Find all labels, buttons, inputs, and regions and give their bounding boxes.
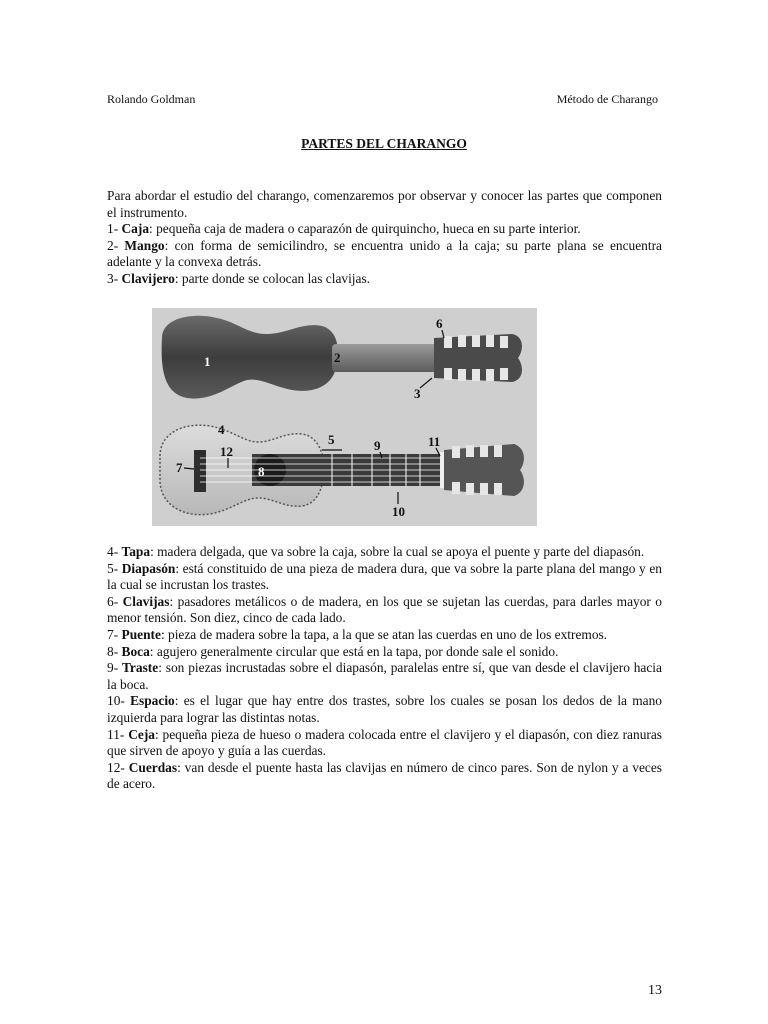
part-description: : está constituido de una pieza de madera dura, que va sobre la parte plana del mango y en la cual se incrustan los trastes. xyxy=(107,560,662,593)
callout-9: 9 xyxy=(374,438,381,453)
part-item xyxy=(107,727,662,760)
part-number: 4- xyxy=(107,544,119,559)
callout-5: 5 xyxy=(328,432,335,447)
part-number: 8- xyxy=(107,643,119,659)
part-item xyxy=(107,544,662,561)
part-item xyxy=(107,627,662,644)
page-number: 13 xyxy=(648,983,662,998)
part-description: : son piezas incrustadas sobre el diapasón, paralelas entre sí, que van desde el clavijero hacia la boca. xyxy=(107,660,662,692)
part-description: : parte donde se colocan las clavijas. xyxy=(174,270,371,286)
part-item xyxy=(107,221,662,238)
part-description: : con forma de semicilindro, se encuentra unido a la caja; su parte plana se encuentra adelante y la convexa detrás. xyxy=(107,237,662,270)
callout-10: 10 xyxy=(392,504,405,519)
part-item xyxy=(107,644,662,661)
callout-2: 2 xyxy=(334,350,341,365)
part-term: Diapasón xyxy=(121,560,176,576)
callout-12: 12 xyxy=(220,444,233,459)
part-term: Cuerdas xyxy=(128,759,178,775)
part-number: 1- xyxy=(107,221,119,237)
part-description: : pequeña pieza de hueso o madera colocada entre el clavijero y el diapasón, con diez ranuras que sirven de apoyo y guía a las cuerdas. xyxy=(107,726,663,759)
part-description: : pieza de madera sobre la tapa, a la que se atan las cuerdas en uno de los extremos. xyxy=(160,626,608,642)
part-description: : pequeña caja de madera o caparazón de quirquincho, hueca en su parte interior. xyxy=(149,221,581,237)
header-book-title: Método de Charango xyxy=(556,92,658,106)
intro-paragraph: Para abordar el estudio del charango, comenzaremos por observar y conocer las partes que componen el instrumento. xyxy=(107,188,662,220)
part-term: Clavijas xyxy=(122,593,170,609)
callout-6: 6 xyxy=(436,316,443,331)
bridge xyxy=(194,450,206,492)
part-item xyxy=(107,271,662,288)
part-term: Ceja xyxy=(128,726,155,742)
part-term: Clavijero xyxy=(121,270,175,286)
intro-section xyxy=(107,188,662,288)
part-item xyxy=(107,561,662,594)
parts-section xyxy=(107,544,662,793)
part-item xyxy=(107,238,662,271)
part-item xyxy=(107,693,662,726)
part-term: Caja xyxy=(121,221,150,237)
part-number: 7- xyxy=(107,626,119,642)
charango-figure xyxy=(152,308,537,526)
callout-8: 8 xyxy=(258,464,265,479)
part-description: : agujero generalmente circular que está en la tapa, por donde sale el sonido. xyxy=(149,643,559,659)
part-description: : madera delgada, que va sobre la caja, sobre la cual se apoya el puente y parte del diapasón. xyxy=(150,544,645,559)
part-item xyxy=(107,594,662,627)
part-term: Traste xyxy=(122,660,159,676)
part-term: Espacio xyxy=(130,693,175,709)
callout-4: 4 xyxy=(218,422,225,437)
part-description: : es el lugar que hay entre dos trastes, sobre los cuales se posan los dedos de la mano izquierda para lograr las distintas notas. xyxy=(107,693,662,725)
part-term: Puente xyxy=(121,626,161,642)
part-number: 12- xyxy=(107,759,125,775)
part-number: 2- xyxy=(107,237,119,253)
part-number: 9- xyxy=(107,660,119,676)
page-title: PARTES DEL CHARANGO xyxy=(301,136,467,151)
part-number: 6- xyxy=(107,593,119,609)
part-item xyxy=(107,660,662,693)
part-term: Boca xyxy=(121,643,150,659)
part-number: 3- xyxy=(107,270,119,286)
neck-back xyxy=(332,344,442,372)
header-author: Rolando Goldman xyxy=(107,92,196,106)
part-description: : pasadores metálicos o de madera, en los que se sujetan las cuerdas, para darles mayor o menor tensión. Son diez, cinco de cada lado. xyxy=(107,593,662,626)
part-term: Tapa xyxy=(121,544,151,559)
callout-1: 1 xyxy=(204,354,211,369)
part-description: : van desde el puente hasta las clavijas en número de cinco pares. Son de nylon y a veces de acero. xyxy=(107,759,662,792)
part-item xyxy=(107,760,662,793)
part-number: 5- xyxy=(107,560,119,576)
callout-7: 7 xyxy=(176,460,183,475)
part-number: 11- xyxy=(107,726,125,742)
part-term: Mango xyxy=(124,237,165,253)
callout-11: 11 xyxy=(428,434,441,449)
callout-3: 3 xyxy=(414,386,421,401)
part-number: 10- xyxy=(107,693,125,709)
charango-illustration xyxy=(152,308,537,526)
